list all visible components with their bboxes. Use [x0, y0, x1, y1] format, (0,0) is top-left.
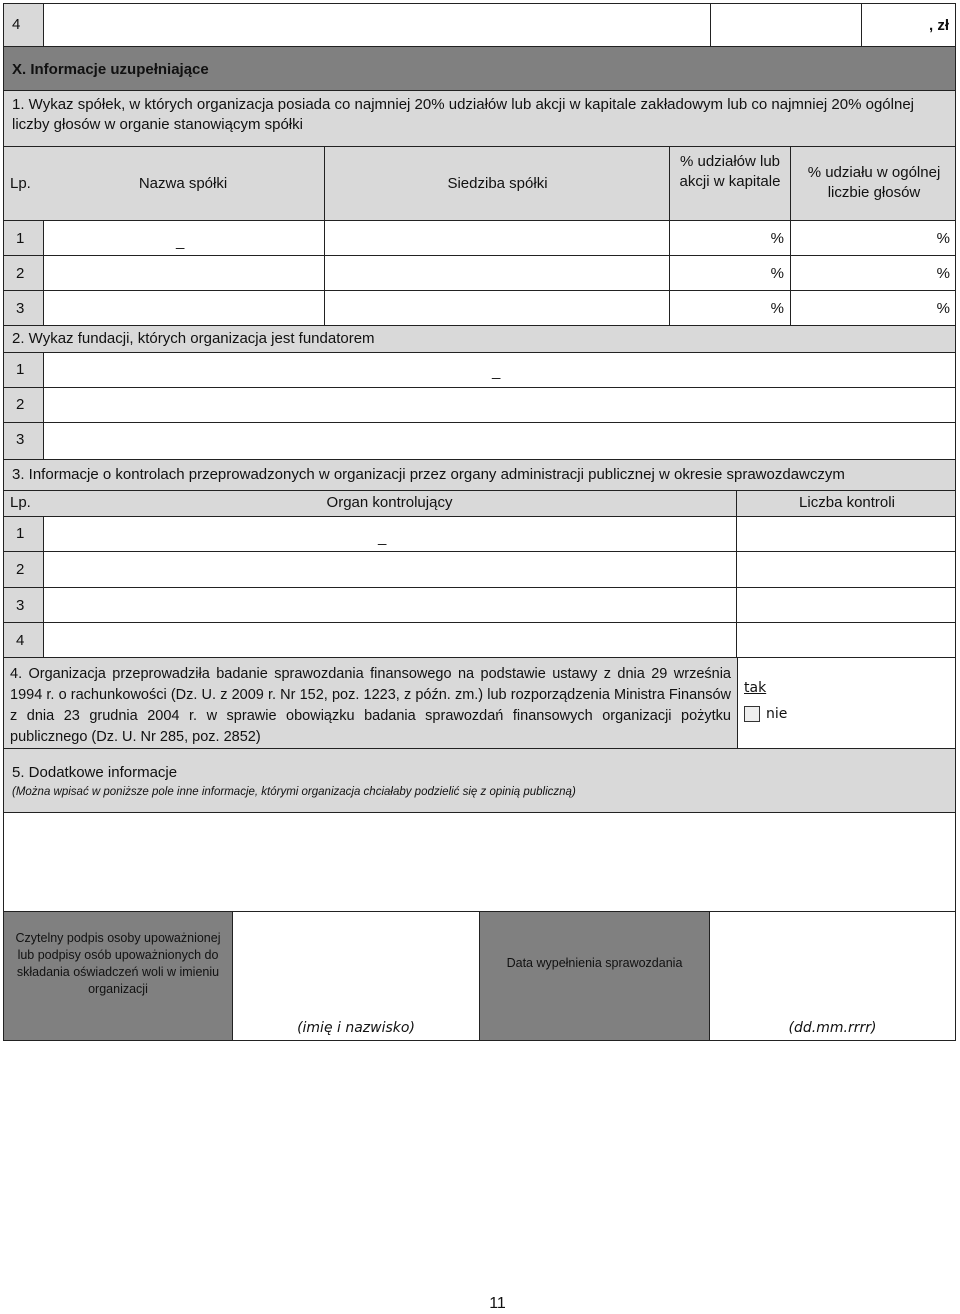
- s1-row2-lp: 2: [16, 265, 25, 282]
- section-2-header: [3, 325, 956, 353]
- s2-row3-lp: 3: [16, 431, 25, 448]
- date-label-cell: [479, 911, 710, 1041]
- s1-header-shares: % udziałów lub akcji w kapitale: [679, 153, 781, 190]
- s3-row3-lp: 3: [16, 597, 25, 614]
- section-3-header: [3, 459, 956, 491]
- s3-row1-mark: _: [378, 529, 387, 546]
- signature-label-cell: [3, 911, 233, 1041]
- s1-row1-shares: %: [770, 230, 784, 247]
- section-2-title: 2. Wykaz fundacji, których organizacja jest fundatorem: [12, 330, 375, 347]
- top-row-number: 4: [12, 16, 21, 33]
- s2-row2-lp: 2: [16, 396, 25, 413]
- date-label: Data wypełnienia sprawozdania: [506, 956, 683, 970]
- s2-row1-mark: _: [492, 363, 501, 380]
- page-number: 11: [489, 1295, 506, 1312]
- top-row-field[interactable]: [43, 3, 711, 47]
- checkbox-icon[interactable]: [744, 706, 760, 722]
- section-5-note: (Można wpisać w poniższe pole inne informacje, którymi organizacja chciałaby podzielić się z opinią publiczną): [12, 786, 576, 798]
- additional-info-field[interactable]: [3, 812, 956, 912]
- signature-label: Czytelny podpis osoby upoważnionej lub podpisy osób upoważnionych do składania oświadczeń woli w imieniu organizacji: [15, 931, 221, 996]
- s1-header-seat: Siedziba spółki: [447, 175, 548, 192]
- s1-row1-votes: %: [936, 230, 950, 247]
- s2-row1-lp: 1: [16, 361, 25, 378]
- currency-label: , zł: [928, 17, 949, 34]
- s3-header-organ: Organ kontrolujący: [326, 494, 453, 511]
- top-row-number-cell: [3, 3, 44, 47]
- s3-row2-lp: 2: [16, 561, 25, 578]
- section-4-text: 4. Organizacja przeprowadziła badanie sprawozdania finansowego na podstawie ustawy z dnia 29 września 1994 r. o rachunkowości (Dz. U. z 2009 r. Nr 152, poz. 1223, z późn. zm.) lub rozporządzenia Ministra Finansów z dnia 23 grudnia 2004 r. w sprawie obowiązku badania sprawozdań finansowych organizacji pożytku publicznego (Dz. U. Nr 285, poz. 2852): [10, 666, 731, 745]
- top-row-currency-cell: [861, 3, 956, 47]
- s1-header-votes: % udziału w ogólnej liczbie głosów: [807, 164, 941, 201]
- date-hint: (dd.mm.rrrr): [788, 1020, 877, 1036]
- section-5-header: [3, 748, 956, 813]
- section-1-header: [3, 90, 956, 147]
- section-5-title: 5. Dodatkowe informacje: [12, 764, 178, 781]
- top-row-field-2[interactable]: [710, 3, 862, 47]
- section-3-title: 3. Informacje o kontrolach przeprowadzonych w organizacji przez organy administracji publicznej w okresie sprawozdawczym: [12, 466, 845, 483]
- name-hint: (imię i nazwisko): [297, 1020, 415, 1036]
- option-no: nie: [766, 706, 788, 722]
- s1-row3-lp: 3: [16, 300, 25, 317]
- s3-row1-lp: 1: [16, 525, 25, 542]
- s1-row2-votes: %: [936, 265, 950, 282]
- s1-row2-shares: %: [770, 265, 784, 282]
- section-4-answer-cell: [737, 657, 956, 749]
- s1-header-name: Nazwa spółki: [138, 175, 228, 192]
- section-4-text-cell: [3, 657, 738, 749]
- s3-row4-lp: 4: [16, 632, 25, 649]
- s1-row1-mark: _: [176, 233, 185, 250]
- s1-row3-votes: %: [936, 300, 950, 317]
- signature-field[interactable]: [232, 911, 480, 1041]
- s3-header-lp: Lp.: [10, 494, 31, 511]
- option-yes[interactable]: tak: [744, 680, 767, 696]
- s1-header-lp: Lp.: [10, 175, 31, 192]
- s1-row1-lp: 1: [16, 230, 25, 247]
- section-x-title: X. Informacje uzupełniające: [12, 61, 209, 78]
- s3-header-count: Liczba kontroli: [799, 494, 895, 511]
- option-no-row[interactable]: [744, 704, 787, 724]
- section-x-header: [3, 46, 956, 91]
- date-field[interactable]: [709, 911, 956, 1041]
- section-1-title: 1. Wykaz spółek, w których organizacja posiada co najmniej 20% udziałów lub akcji w kapitale zakładowym lub co najmniej 20% ogólnej liczby głosów w organie stanowiącym spółki: [12, 96, 914, 133]
- s1-row3-shares: %: [770, 300, 784, 317]
